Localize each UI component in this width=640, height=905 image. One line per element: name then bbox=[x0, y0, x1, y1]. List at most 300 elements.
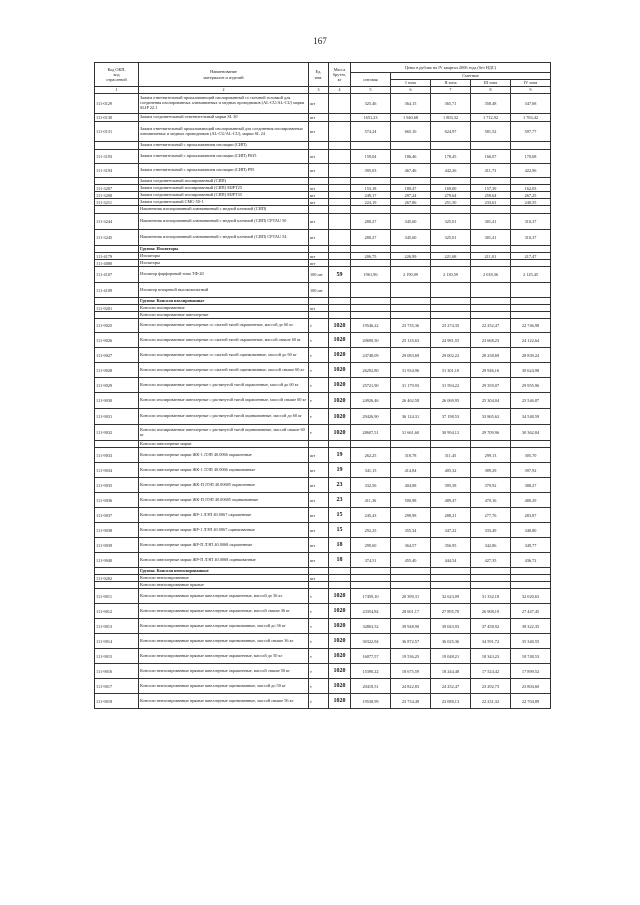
row-opt-price: 32863,52 bbox=[351, 619, 391, 634]
row-zone-1-price bbox=[391, 178, 431, 185]
row-opt-price: 17459,10 bbox=[351, 589, 391, 604]
row-zone-1-price: 364,57 bbox=[391, 538, 431, 553]
row-zone-4-price: 30 362,84 bbox=[511, 425, 551, 441]
table-row bbox=[95, 679, 551, 694]
row-name: Изолятор штыревой высоковольтный bbox=[139, 283, 309, 298]
table-row bbox=[95, 425, 551, 441]
row-zone-4-price bbox=[511, 568, 551, 575]
row-unit bbox=[309, 178, 329, 185]
row-name: Консоли неизолированные прямые швеллерные оцинкованные, массой до 36 кг bbox=[139, 619, 309, 634]
row-zone-3-price: 22 231,32 bbox=[471, 694, 511, 709]
row-zone-2-price: 18 244,48 bbox=[431, 664, 471, 679]
row-zone-2-price: 30 994,12 bbox=[431, 425, 471, 441]
row-zone-2-price: 1 803,32 bbox=[431, 114, 471, 122]
row-zone-3-price: 379,92 bbox=[471, 478, 511, 493]
row-opt-price: 159,04 bbox=[351, 150, 391, 164]
row-code bbox=[95, 246, 139, 253]
row-unit: т bbox=[309, 649, 329, 664]
row-unit: шт bbox=[309, 260, 329, 267]
row-mass: 1020 bbox=[329, 649, 351, 664]
row-mass: 15 bbox=[329, 523, 351, 538]
row-name: Группа: Консоли неизолированные bbox=[139, 568, 309, 575]
row-unit: шт bbox=[309, 199, 329, 206]
row-unit: т bbox=[309, 363, 329, 378]
row-zone-1-price: 267,86 bbox=[391, 199, 431, 206]
row-zone-2-price: 444,54 bbox=[431, 553, 471, 568]
row-zone-2-price: 27 895,70 bbox=[431, 604, 471, 619]
table-row bbox=[95, 523, 551, 538]
row-zone-3-price: 259,64 bbox=[471, 192, 511, 199]
row-mass bbox=[329, 214, 351, 230]
row-code: 111-9025 bbox=[95, 319, 139, 333]
row-zone-1-price: 345,60 bbox=[391, 230, 431, 246]
row-zone-3-price: 28 238,69 bbox=[471, 348, 511, 363]
row-mass: 19 bbox=[329, 448, 351, 463]
row-zone-4-price: 27 447,45 bbox=[511, 604, 551, 619]
row-zone-4-price: 597,77 bbox=[511, 122, 551, 142]
row-zone-1-price: 180,47 bbox=[391, 185, 431, 192]
row-opt-price: 325,46 bbox=[351, 94, 391, 114]
row-name: Консоли изолированные bbox=[139, 305, 309, 312]
row-code: 111-9014 bbox=[95, 634, 139, 649]
row-mass: 1020 bbox=[329, 409, 351, 425]
row-zone-1-price bbox=[391, 298, 431, 305]
table-row bbox=[95, 214, 551, 230]
row-zone-1-price: 226,99 bbox=[391, 253, 431, 260]
row-zone-1-price bbox=[391, 283, 431, 298]
row-zone-4-price: 397,92 bbox=[511, 463, 551, 478]
row-zone-1-price bbox=[391, 206, 431, 214]
row-code: 111-9016 bbox=[95, 664, 139, 679]
table-row bbox=[95, 604, 551, 619]
row-opt-price: 24926,46 bbox=[351, 393, 391, 409]
row-zone-4-price: 28 839,24 bbox=[511, 348, 551, 363]
row-zone-4-price: 217,47 bbox=[511, 253, 551, 260]
row-unit: т bbox=[309, 589, 329, 604]
row-zone-1-price: 26 462,58 bbox=[391, 393, 431, 409]
row-zone-1-price bbox=[391, 568, 431, 575]
row-unit: шт bbox=[309, 305, 329, 312]
row-zone-2-price: 169,00 bbox=[431, 185, 471, 192]
row-opt-price bbox=[351, 142, 391, 150]
row-zone-3-price: 157,39 bbox=[471, 185, 511, 192]
row-code: 111-9039 bbox=[95, 538, 139, 553]
row-code: 111-3208 bbox=[95, 192, 139, 199]
row-mass: 23 bbox=[329, 478, 351, 493]
row-zone-2-price: 19 048,21 bbox=[431, 649, 471, 664]
row-zone-2-price bbox=[431, 568, 471, 575]
row-zone-3-price: 33 865,62 bbox=[471, 409, 511, 425]
row-zone-2-price: 29 002,22 bbox=[431, 348, 471, 363]
row-code: 111-9011 bbox=[95, 589, 139, 604]
row-zone-2-price: 31 301,10 bbox=[431, 363, 471, 378]
row-zone-3-price: 23 668,23 bbox=[471, 333, 511, 348]
row-mass: 1020 bbox=[329, 378, 351, 393]
row-unit: т bbox=[309, 393, 329, 409]
table-row bbox=[95, 538, 551, 553]
table-row bbox=[95, 582, 551, 589]
row-name: Зажим соединительный изолированный (СИП) bbox=[139, 178, 309, 185]
row-mass: 1020 bbox=[329, 679, 351, 694]
price-title-header: Цены в рублях на IV квартал 2006 года (без НДС) bbox=[351, 63, 551, 73]
row-zone-3-price: 427,35 bbox=[471, 553, 511, 568]
row-zone-1-price: 665,10 bbox=[391, 122, 431, 142]
table-row bbox=[95, 283, 551, 298]
row-zone-2-price bbox=[431, 260, 471, 267]
row-zone-1-price: 24 822,83 bbox=[391, 679, 431, 694]
row-code bbox=[95, 142, 139, 150]
row-zone-2-price: 365,71 bbox=[431, 94, 471, 114]
row-zone-2-price: 26 069,95 bbox=[431, 393, 471, 409]
row-unit: т bbox=[309, 378, 329, 393]
row-unit: т bbox=[309, 694, 329, 709]
row-code: 111-9028 bbox=[95, 363, 139, 378]
group-row bbox=[95, 298, 551, 305]
row-zone-1-price: 25 135,63 bbox=[391, 333, 431, 348]
mass-header: Масса брутто, кг bbox=[329, 63, 351, 87]
row-unit: 100 шт bbox=[309, 283, 329, 298]
row-zone-3-price bbox=[471, 206, 511, 214]
table-row bbox=[95, 619, 551, 634]
row-name: Зажим соединительный ответвительный марки SL 30 bbox=[139, 114, 309, 122]
row-zone-3-price: 1 712,92 bbox=[471, 114, 511, 122]
row-name: Консоли неизолированные прямые швеллерные окрашенные, массой до 50 кг bbox=[139, 649, 309, 664]
row-mass: 1020 bbox=[329, 333, 351, 348]
row-opt-price: 206,75 bbox=[351, 253, 391, 260]
row-zone-1-price bbox=[391, 246, 431, 253]
group-row bbox=[95, 246, 551, 253]
row-opt-price: 574,24 bbox=[351, 122, 391, 142]
row-name: Зажим ответвительный с прокалыванием изоляции (СИП) Р635 bbox=[139, 150, 309, 164]
row-zone-3-price: 470,16 bbox=[471, 493, 511, 508]
row-code bbox=[95, 568, 139, 575]
row-zone-3-price bbox=[471, 283, 511, 298]
row-code: 111-9035 bbox=[95, 478, 139, 493]
row-zone-1-price: 39 948,90 bbox=[391, 619, 431, 634]
row-opt-price bbox=[351, 283, 391, 298]
row-zone-1-price bbox=[391, 582, 431, 589]
row-opt-price bbox=[351, 246, 391, 253]
row-zone-3-price: 299,13 bbox=[471, 448, 511, 463]
table-row bbox=[95, 649, 551, 664]
row-zone-4-price bbox=[511, 582, 551, 589]
row-zone-3-price bbox=[471, 312, 511, 319]
table-row bbox=[95, 463, 551, 478]
row-zone-1-price bbox=[391, 260, 431, 267]
row-opt-price bbox=[351, 260, 391, 267]
row-zone-4-price bbox=[511, 575, 551, 582]
row-zone-3-price: 277,76 bbox=[471, 508, 511, 523]
row-opt-price: 20418,51 bbox=[351, 679, 391, 694]
row-zone-1-price: 345,60 bbox=[391, 214, 431, 230]
row-code: 111-9013 bbox=[95, 619, 139, 634]
row-zone-2-price: 37 198,53 bbox=[431, 409, 471, 425]
table-row bbox=[95, 150, 551, 164]
row-name: Консоли неизолированные прямые швеллерные оцинкованные, массой свыше 36 кг bbox=[139, 634, 309, 649]
row-name: Зажим ответвительный прокалывающий изолированный для соединения изолированных алюминиевых и медных проводников (AL-CU/AL-CU), марки SL 24 bbox=[139, 122, 309, 142]
row-zone-4-price bbox=[511, 441, 551, 448]
row-zone-3-price: 29 946,16 bbox=[471, 363, 511, 378]
row-mass bbox=[329, 441, 351, 448]
row-zone-3-price: 17 524,42 bbox=[471, 664, 511, 679]
row-mass bbox=[329, 206, 351, 214]
row-zone-2-price bbox=[431, 305, 471, 312]
table-row bbox=[95, 192, 551, 199]
row-zone-2-price: 2 130,59 bbox=[431, 267, 471, 283]
row-zone-2-price: 31 594,22 bbox=[431, 378, 471, 393]
row-unit: шт bbox=[309, 253, 329, 260]
row-name: Зажим ответвительный с прокалыванием изоляции (СИП) Р95 bbox=[139, 164, 309, 178]
row-name: Группа: Изоляторы bbox=[139, 246, 309, 253]
row-mass: 59 bbox=[329, 267, 351, 283]
row-zone-3-price: 581,52 bbox=[471, 122, 511, 142]
row-code: 111-3207 bbox=[95, 185, 139, 192]
col-number: 1 bbox=[95, 87, 139, 94]
row-zone-4-price bbox=[511, 246, 551, 253]
row-zone-3-price bbox=[471, 582, 511, 589]
row-zone-1-price: 31 179,93 bbox=[391, 378, 431, 393]
row-name: Наконечник изолированный алюминиевый с медной клеммой (СИП) CPTAU 50 bbox=[139, 214, 309, 230]
row-zone-2-price: 311,45 bbox=[431, 448, 471, 463]
row-zone-1-price bbox=[391, 305, 431, 312]
col-number: 2 bbox=[139, 87, 309, 94]
table-row bbox=[95, 185, 551, 192]
page-number: 167 bbox=[313, 36, 327, 46]
row-zone-3-price: 34 591,72 bbox=[471, 634, 511, 649]
row-zone-3-price: 25 304,04 bbox=[471, 393, 511, 409]
row-zone-2-price: 32 623,09 bbox=[431, 589, 471, 604]
col-number: 8 bbox=[471, 87, 511, 94]
table-row bbox=[95, 206, 551, 214]
row-zone-4-price bbox=[511, 142, 551, 150]
row-zone-3-price: 301,41 bbox=[471, 230, 511, 246]
table-row bbox=[95, 94, 551, 114]
row-zone-4-price: 17 899,52 bbox=[511, 664, 551, 679]
row-opt-price: 249,17 bbox=[351, 192, 391, 199]
row-zone-2-price: 251,50 bbox=[431, 199, 471, 206]
row-zone-2-price: 405,32 bbox=[431, 463, 471, 478]
row-zone-1-price: 467,46 bbox=[391, 164, 431, 178]
row-mass bbox=[329, 199, 351, 206]
row-zone-3-price: 37 458,92 bbox=[471, 619, 511, 634]
row-unit: шт bbox=[309, 185, 329, 192]
row-name: Консоли швеллерные марки ЖР-1 ЛЭП 40.0067 окрашенные bbox=[139, 508, 309, 523]
row-opt-price: 29426,90 bbox=[351, 409, 391, 425]
row-code: 111-9201 bbox=[95, 305, 139, 312]
row-mass bbox=[329, 305, 351, 312]
row-code: 111-4109 bbox=[95, 283, 139, 298]
row-unit bbox=[309, 441, 329, 448]
row-mass: 1020 bbox=[329, 619, 351, 634]
row-zone-3-price bbox=[471, 298, 511, 305]
row-unit: шт bbox=[309, 478, 329, 493]
row-zone-1-price: 23 735,36 bbox=[391, 319, 431, 333]
col-number: 5 bbox=[351, 87, 391, 94]
row-name: Консоли изолированные швеллерные с растянутой тягой оцинкованные, массой до 60 кг bbox=[139, 409, 309, 425]
row-zone-2-price: 347,22 bbox=[431, 523, 471, 538]
row-mass: 1020 bbox=[329, 393, 351, 409]
table-row bbox=[95, 363, 551, 378]
row-zone-1-price: 23 734,49 bbox=[391, 694, 431, 709]
row-zone-3-price: 333,49 bbox=[471, 523, 511, 538]
row-zone-4-price: 38 322,35 bbox=[511, 619, 551, 634]
row-zone-2-price bbox=[431, 582, 471, 589]
table-row bbox=[95, 260, 551, 267]
row-zone-1-price: 31 661,60 bbox=[391, 425, 431, 441]
row-zone-1-price: 20 399,31 bbox=[391, 589, 431, 604]
table-row bbox=[95, 122, 551, 142]
table-row bbox=[95, 312, 551, 319]
row-zone-1-price: 318,78 bbox=[391, 448, 431, 463]
row-code: 111-4080 bbox=[95, 260, 139, 267]
row-name: Группа: Консоли изолированные bbox=[139, 298, 309, 305]
row-zone-4-price: 240,55 bbox=[511, 199, 551, 206]
row-zone-4-price: 305,70 bbox=[511, 448, 551, 463]
table-row bbox=[95, 393, 551, 409]
row-zone-1-price: 355,34 bbox=[391, 523, 431, 538]
row-zone-1-price: 297,24 bbox=[391, 192, 431, 199]
row-opt-price: 28607,51 bbox=[351, 425, 391, 441]
row-zone-4-price bbox=[511, 305, 551, 312]
row-zone-2-price: 624,97 bbox=[431, 122, 471, 142]
price-table bbox=[94, 62, 551, 709]
row-unit: шт bbox=[309, 214, 329, 230]
row-name: Зажим ответвительный прокалывающий изолированный со съемной головкой для соединения изолированных алюминиевых и медных проводников (AL-CU/AL-CU) марки SLIP 22.1 bbox=[139, 94, 309, 114]
row-opt-price: 245,43 bbox=[351, 508, 391, 523]
row-opt-price: 1961,96 bbox=[351, 267, 391, 283]
row-mass: 1020 bbox=[329, 363, 351, 378]
row-opt-price: 332,56 bbox=[351, 478, 391, 493]
row-zone-4-price: 340,80 bbox=[511, 523, 551, 538]
row-mass bbox=[329, 192, 351, 199]
row-zone-4-price: 349,77 bbox=[511, 538, 551, 553]
row-opt-price: 374,51 bbox=[351, 553, 391, 568]
row-opt-price: 280,27 bbox=[351, 230, 391, 246]
row-unit: шт bbox=[309, 94, 329, 114]
column-number-row bbox=[95, 87, 551, 94]
row-zone-3-price: 26 908,19 bbox=[471, 604, 511, 619]
row-zone-4-price: 24 122,64 bbox=[511, 333, 551, 348]
row-zone-3-price: 389,29 bbox=[471, 463, 511, 478]
row-code: 111-3244 bbox=[95, 214, 139, 230]
row-zone-3-price: 22 252,47 bbox=[471, 319, 511, 333]
row-zone-2-price: 23 274,35 bbox=[431, 319, 471, 333]
row-zone-4-price bbox=[511, 283, 551, 298]
row-zone-1-price: 36 124,31 bbox=[391, 409, 431, 425]
row-zone-1-price: 1 940,68 bbox=[391, 114, 431, 122]
row-zone-4-price: 162,03 bbox=[511, 185, 551, 192]
row-unit: т bbox=[309, 619, 329, 634]
row-opt-price: 15390,22 bbox=[351, 664, 391, 679]
row-opt-price bbox=[351, 582, 391, 589]
row-zone-2-price: 395,58 bbox=[431, 478, 471, 493]
row-zone-4-price: 480,29 bbox=[511, 493, 551, 508]
row-opt-price: 224,19 bbox=[351, 199, 391, 206]
row-unit: т bbox=[309, 664, 329, 679]
row-zone-2-price bbox=[431, 206, 471, 214]
zone-2-header: II зона bbox=[431, 80, 471, 87]
row-opt-price: 411,36 bbox=[351, 493, 391, 508]
row-zone-2-price: 36 025,36 bbox=[431, 634, 471, 649]
row-name: Консоли швеллерные марки ЖК-П ЛЭП 40.00685 окрашенные bbox=[139, 478, 309, 493]
row-name: Зажим ответвительный с прокалыванием изоляции (СИП) bbox=[139, 142, 309, 150]
table-row bbox=[95, 142, 551, 150]
row-code bbox=[95, 582, 139, 589]
row-code bbox=[95, 206, 139, 214]
row-unit: шт bbox=[309, 150, 329, 164]
row-mass: 1020 bbox=[329, 634, 351, 649]
table-row bbox=[95, 305, 551, 312]
row-unit: шт bbox=[309, 448, 329, 463]
col-number: 4 bbox=[329, 87, 351, 94]
row-mass bbox=[329, 283, 351, 298]
row-zone-4-price: 18 748,53 bbox=[511, 649, 551, 664]
row-name: Консоли неизолированные прямые швеллерные окрашенные, массой свыше 50 кг bbox=[139, 664, 309, 679]
row-code bbox=[95, 178, 139, 185]
row-zone-1-price bbox=[391, 142, 431, 150]
row-unit: шт bbox=[309, 122, 329, 142]
row-name: Консоли неизолированные прямые bbox=[139, 582, 309, 589]
row-code: 111-9026 bbox=[95, 333, 139, 348]
row-opt-price: 19538,99 bbox=[351, 694, 391, 709]
row-unit: шт bbox=[309, 463, 329, 478]
row-zone-2-price bbox=[431, 298, 471, 305]
row-name: Консоли швеллерные марки ЖР-П ЛЭП 40.0068 окрашенные bbox=[139, 538, 309, 553]
row-mass: 23 bbox=[329, 493, 351, 508]
row-mass: 18 bbox=[329, 553, 351, 568]
row-zone-4-price bbox=[511, 206, 551, 214]
row-opt-price: 262,25 bbox=[351, 448, 391, 463]
row-code: 111-0131 bbox=[95, 122, 139, 142]
row-unit: т bbox=[309, 634, 329, 649]
row-opt-price: 24748,09 bbox=[351, 348, 391, 363]
col-number: 7 bbox=[431, 87, 471, 94]
row-mass bbox=[329, 142, 351, 150]
table-row bbox=[95, 493, 551, 508]
row-unit bbox=[309, 312, 329, 319]
zone-4-header: IV зона bbox=[511, 80, 551, 87]
unit-header: Ед. изм. bbox=[309, 63, 329, 87]
row-opt-price bbox=[351, 206, 391, 214]
col-number: 6 bbox=[391, 87, 431, 94]
row-name: Зажим соединительный изолированный (СИП) MJPT35 bbox=[139, 192, 309, 199]
row-zone-2-price: 442,26 bbox=[431, 164, 471, 178]
row-mass bbox=[329, 230, 351, 246]
row-zone-4-price: 22 746,98 bbox=[511, 319, 551, 333]
table-row bbox=[95, 553, 551, 568]
row-zone-4-price bbox=[511, 260, 551, 267]
row-opt-price bbox=[351, 305, 391, 312]
row-zone-2-price bbox=[431, 178, 471, 185]
row-mass: 1020 bbox=[329, 589, 351, 604]
row-zone-1-price bbox=[391, 575, 431, 582]
row-name: Консоли неизолированные прямые швеллерные окрашенные, массой свыше 36 кг bbox=[139, 604, 309, 619]
row-zone-3-price: 29 709,96 bbox=[471, 425, 511, 441]
row-zone-2-price: 23 088,13 bbox=[431, 694, 471, 709]
row-zone-3-price bbox=[471, 246, 511, 253]
row-opt-price bbox=[351, 568, 391, 575]
row-opt-price bbox=[351, 298, 391, 305]
row-unit bbox=[309, 568, 329, 575]
table-row bbox=[95, 664, 551, 679]
row-code: 111-0130 bbox=[95, 114, 139, 122]
row-unit bbox=[309, 206, 329, 214]
row-zone-1-price: 18 675,59 bbox=[391, 664, 431, 679]
row-opt-price: 153,18 bbox=[351, 185, 391, 192]
row-zone-4-price: 23 804,60 bbox=[511, 679, 551, 694]
row-mass bbox=[329, 298, 351, 305]
row-unit: шт bbox=[309, 538, 329, 553]
